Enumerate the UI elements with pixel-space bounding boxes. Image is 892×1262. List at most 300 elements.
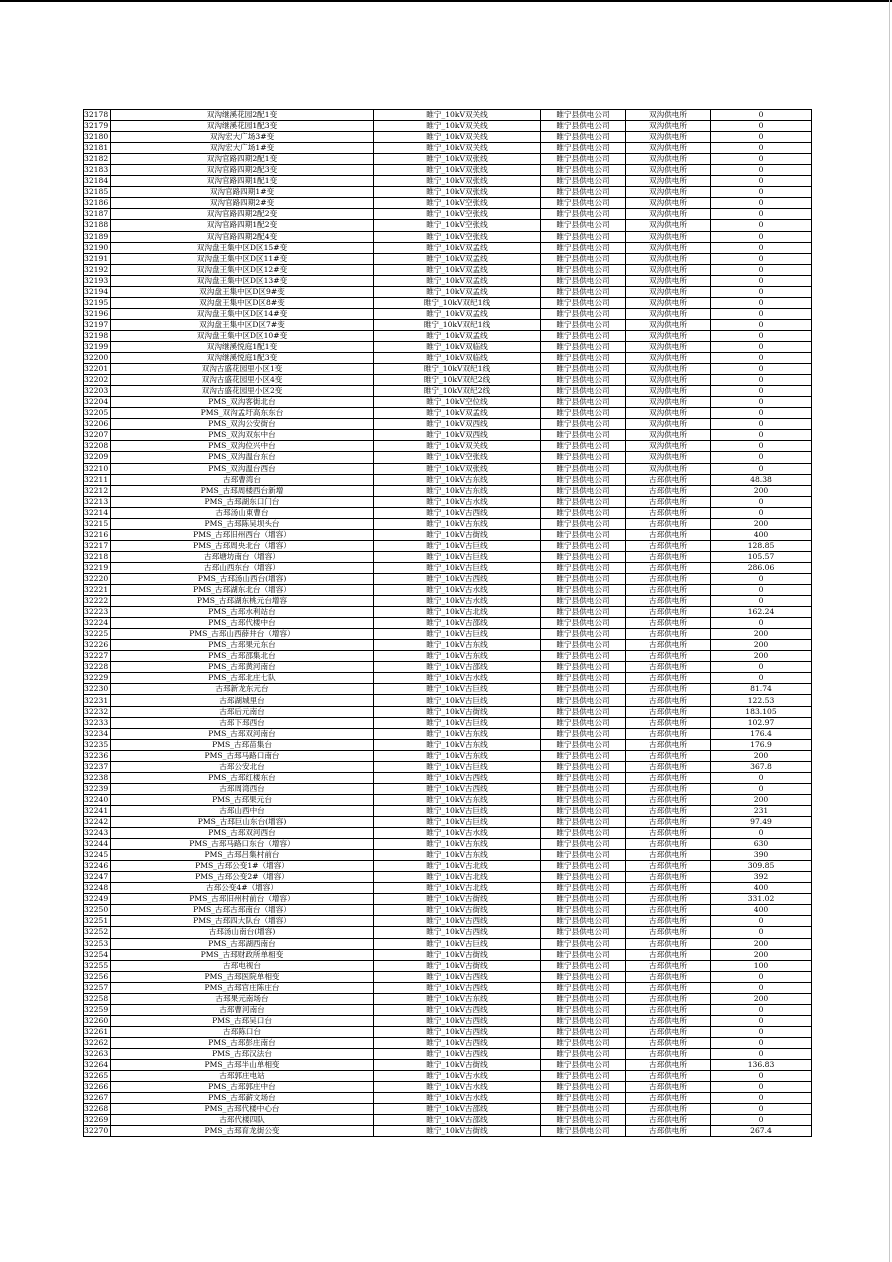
- company-cell: 睢宁县供电公司: [541, 640, 626, 651]
- feeder-line-cell: 睢宁_10kV古水线: [374, 585, 541, 596]
- station-cell: 双沟供电所: [626, 165, 711, 176]
- row-id-cell: 32209: [84, 452, 111, 463]
- row-id-cell: 32205: [84, 408, 111, 419]
- row-id-cell: 32237: [84, 761, 111, 772]
- row-id-cell: 32248: [84, 883, 111, 894]
- row-id-cell: 32192: [84, 264, 111, 275]
- transformer-name-cell: 双沟盘王集中区D区10#变: [111, 330, 374, 341]
- station-cell: 古邳供电所: [626, 1026, 711, 1037]
- transformer-name-cell: 双沟盘王集中区D区14#变: [111, 308, 374, 319]
- transformer-name-cell: PMS_古邳四大队台（增容）: [111, 916, 374, 927]
- capacity-cell: 0: [711, 982, 812, 993]
- capacity-cell: 0: [711, 165, 812, 176]
- row-id-cell: 32216: [84, 529, 111, 540]
- table-row: [84, 452, 812, 463]
- transformer-name-cell: 古邳山西中台: [111, 805, 374, 816]
- feeder-line-cell: 睢宁_10kV古邵线: [374, 618, 541, 629]
- feeder-line-cell: 睢宁_10kV古西线: [374, 971, 541, 982]
- table-row: [84, 110, 812, 121]
- row-id-cell: 32178: [84, 110, 111, 121]
- station-cell: 古邳供电所: [626, 507, 711, 518]
- transformer-name-cell: 古邳湖城里台: [111, 695, 374, 706]
- company-cell: 睢宁县供电公司: [541, 496, 626, 507]
- table-body: [84, 110, 812, 1137]
- company-cell: 睢宁县供电公司: [541, 430, 626, 441]
- feeder-line-cell: 睢宁_10kV古水线: [374, 1082, 541, 1093]
- capacity-cell: 0: [711, 1115, 812, 1126]
- station-cell: 双沟供电所: [626, 154, 711, 165]
- capacity-cell: 81.74: [711, 684, 812, 695]
- feeder-line-cell: 睢宁_10kV古西线: [374, 1037, 541, 1048]
- row-id-cell: 32210: [84, 463, 111, 474]
- transformer-name-cell: PMS_古邳汉法台: [111, 1048, 374, 1059]
- row-id-cell: 32180: [84, 132, 111, 143]
- row-id-cell: 32262: [84, 1037, 111, 1048]
- row-id-cell: 32261: [84, 1026, 111, 1037]
- capacity-cell: 0: [711, 231, 812, 242]
- station-cell: 古邳供电所: [626, 706, 711, 717]
- table-row: [84, 209, 812, 220]
- company-cell: 睢宁县供电公司: [541, 673, 626, 684]
- row-id-cell: 32233: [84, 717, 111, 728]
- feeder-line-cell: 睢宁_10kV古东线: [374, 474, 541, 485]
- company-cell: 睢宁县供电公司: [541, 297, 626, 308]
- table-row: [84, 341, 812, 352]
- station-cell: 古邳供电所: [626, 916, 711, 927]
- company-cell: 睢宁县供电公司: [541, 341, 626, 352]
- company-cell: 睢宁县供电公司: [541, 684, 626, 695]
- table-row: [84, 673, 812, 684]
- capacity-cell: 400: [711, 529, 812, 540]
- station-cell: 古邳供电所: [626, 982, 711, 993]
- table-row: [84, 960, 812, 971]
- company-cell: 睢宁县供电公司: [541, 364, 626, 375]
- capacity-cell: 0: [711, 783, 812, 794]
- transformer-name-cell: PMS_双沟双东中台: [111, 430, 374, 441]
- transformer-name-cell: PMS_古邳彭庄南台: [111, 1037, 374, 1048]
- row-id-cell: 32194: [84, 286, 111, 297]
- station-cell: 古邳供电所: [626, 1115, 711, 1126]
- station-cell: 双沟供电所: [626, 187, 711, 198]
- feeder-line-cell: 睢宁_10kV双张线: [374, 187, 541, 198]
- capacity-cell: 200: [711, 938, 812, 949]
- station-cell: 古邳供电所: [626, 562, 711, 573]
- feeder-line-cell: 睢宁_10kV古东线: [374, 839, 541, 850]
- company-cell: 睢宁县供电公司: [541, 607, 626, 618]
- table-row: [84, 706, 812, 717]
- transformer-name-cell: PMS_古邳红楼东台: [111, 772, 374, 783]
- row-id-cell: 32266: [84, 1082, 111, 1093]
- transformer-name-cell: PMS_古邳汤山西台(增容): [111, 573, 374, 584]
- top-border-line: [0, 0, 892, 2]
- station-cell: 古邳供电所: [626, 474, 711, 485]
- transformer-name-cell: PMS_双沟孟圩高东东台: [111, 408, 374, 419]
- company-cell: 睢宁县供电公司: [541, 264, 626, 275]
- transformer-name-cell: 古邳陈口台: [111, 1026, 374, 1037]
- feeder-line-cell: 睢宁_10kV古街线: [374, 706, 541, 717]
- row-id-cell: 32197: [84, 319, 111, 330]
- transformer-name-cell: PMS_古邳薪文场台: [111, 1093, 374, 1104]
- station-cell: 古邳供电所: [626, 938, 711, 949]
- station-cell: 双沟供电所: [626, 110, 711, 121]
- station-cell: 双沟供电所: [626, 375, 711, 386]
- feeder-line-cell: 睢宁_10kV双西线: [374, 430, 541, 441]
- feeder-line-cell: 睢宁_10kV古巨线: [374, 540, 541, 551]
- table-row: [84, 927, 812, 938]
- station-cell: 古邳供电所: [626, 717, 711, 728]
- transformer-name-cell: PMS_古邳周央北台（增容）: [111, 540, 374, 551]
- capacity-cell: 0: [711, 618, 812, 629]
- transformer-name-cell: PMS_古邳旧州西台（增容）: [111, 529, 374, 540]
- row-id-cell: 32227: [84, 651, 111, 662]
- table-row: [84, 231, 812, 242]
- company-cell: 睢宁县供电公司: [541, 750, 626, 761]
- capacity-cell: 200: [711, 750, 812, 761]
- row-id-cell: 32252: [84, 927, 111, 938]
- transformer-name-cell: PMS_古邳水利站台: [111, 607, 374, 618]
- company-cell: 睢宁县供电公司: [541, 772, 626, 783]
- capacity-cell: 0: [711, 176, 812, 187]
- transformer-name-cell: PMS_双沟温台西台: [111, 463, 374, 474]
- capacity-cell: 200: [711, 485, 812, 496]
- row-id-cell: 32254: [84, 949, 111, 960]
- transformer-name-cell: 双沟盘王集中区D区15#变: [111, 242, 374, 253]
- company-cell: 睢宁县供电公司: [541, 949, 626, 960]
- capacity-cell: 0: [711, 375, 812, 386]
- transformer-name-cell: 古邳果元南场台: [111, 993, 374, 1004]
- station-cell: 双沟供电所: [626, 231, 711, 242]
- row-id-cell: 32260: [84, 1015, 111, 1026]
- company-cell: 睢宁县供电公司: [541, 1015, 626, 1026]
- transformer-name-cell: 双沟官路四期2配4变: [111, 231, 374, 242]
- capacity-cell: 200: [711, 518, 812, 529]
- feeder-line-cell: 睢宁_10kV古东线: [374, 739, 541, 750]
- row-id-cell: 32268: [84, 1104, 111, 1115]
- capacity-cell: 0: [711, 596, 812, 607]
- transformer-name-cell: 双沟继溪花园2配1变: [111, 110, 374, 121]
- transformer-name-cell: 古邳代楼四队: [111, 1115, 374, 1126]
- row-id-cell: 32257: [84, 982, 111, 993]
- table-row: [84, 1037, 812, 1048]
- capacity-cell: 0: [711, 1004, 812, 1015]
- capacity-cell: 0: [711, 286, 812, 297]
- company-cell: 睢宁县供电公司: [541, 761, 626, 772]
- feeder-line-cell: 睢宁_10kV空张线: [374, 231, 541, 242]
- station-cell: 双沟供电所: [626, 297, 711, 308]
- company-cell: 睢宁县供电公司: [541, 1048, 626, 1059]
- table-row: [84, 1026, 812, 1037]
- feeder-line-cell: 睢宁_10kV空张线: [374, 209, 541, 220]
- table-row: [84, 993, 812, 1004]
- company-cell: 睢宁县供电公司: [541, 794, 626, 805]
- company-cell: 睢宁县供电公司: [541, 1093, 626, 1104]
- feeder-line-cell: 睢宁_10kV双孟线: [374, 253, 541, 264]
- table-row: [84, 507, 812, 518]
- capacity-cell: 0: [711, 154, 812, 165]
- table-row: [84, 695, 812, 706]
- company-cell: 睢宁县供电公司: [541, 176, 626, 187]
- company-cell: 睢宁县供电公司: [541, 132, 626, 143]
- capacity-cell: 0: [711, 772, 812, 783]
- station-cell: 古邳供电所: [626, 761, 711, 772]
- feeder-line-cell: 睢宁_10kV古邵线: [374, 1104, 541, 1115]
- capacity-cell: 0: [711, 353, 812, 364]
- transformer-name-cell: 双沟宏大广场1#变: [111, 143, 374, 154]
- station-cell: 双沟供电所: [626, 275, 711, 286]
- feeder-line-cell: 睢宁_10kV双张线: [374, 176, 541, 187]
- company-cell: 睢宁县供电公司: [541, 220, 626, 231]
- station-cell: 古邳供电所: [626, 573, 711, 584]
- feeder-line-cell: 睢宁_10kV双张线: [374, 165, 541, 176]
- capacity-cell: 0: [711, 198, 812, 209]
- feeder-line-cell: 睢宁_10kV古街线: [374, 960, 541, 971]
- feeder-line-cell: 睢宁_10kV古巨线: [374, 562, 541, 573]
- feeder-line-cell: 睢宁_10kV古东线: [374, 750, 541, 761]
- row-id-cell: 32222: [84, 596, 111, 607]
- feeder-line-cell: 睢宁_10kV空位线: [374, 397, 541, 408]
- transformer-name-cell: PMS_古邳周楼西台新增: [111, 485, 374, 496]
- transformer-name-cell: 双沟官路四期1配1变: [111, 176, 374, 187]
- company-cell: 睢宁县供电公司: [541, 397, 626, 408]
- station-cell: 双沟供电所: [626, 286, 711, 297]
- table-row: [84, 872, 812, 883]
- station-cell: 古邳供电所: [626, 618, 711, 629]
- feeder-line-cell: 睢宁_10kV双孟线: [374, 408, 541, 419]
- row-id-cell: 32202: [84, 375, 111, 386]
- transformer-name-cell: PMS_古邳公变1#（增容）: [111, 861, 374, 872]
- station-cell: 双沟供电所: [626, 132, 711, 143]
- company-cell: 睢宁县供电公司: [541, 441, 626, 452]
- capacity-cell: 0: [711, 341, 812, 352]
- feeder-line-cell: 睢宁_10kV古西线: [374, 1048, 541, 1059]
- row-id-cell: 32243: [84, 828, 111, 839]
- feeder-line-cell: 睢宁_10kV古巨线: [374, 817, 541, 828]
- station-cell: 古邳供电所: [626, 596, 711, 607]
- transformer-name-cell: 双沟继溪悦庭1配3变: [111, 353, 374, 364]
- capacity-cell: 0: [711, 1026, 812, 1037]
- capacity-cell: 0: [711, 1093, 812, 1104]
- capacity-cell: 0: [711, 496, 812, 507]
- company-cell: 睢宁县供电公司: [541, 198, 626, 209]
- row-id-cell: 32258: [84, 993, 111, 1004]
- company-cell: 睢宁县供电公司: [541, 828, 626, 839]
- feeder-line-cell: 睢宁_10kV双孟线: [374, 242, 541, 253]
- capacity-cell: 0: [711, 452, 812, 463]
- row-id-cell: 32181: [84, 143, 111, 154]
- station-cell: 古邳供电所: [626, 927, 711, 938]
- table-row: [84, 596, 812, 607]
- station-cell: 双沟供电所: [626, 397, 711, 408]
- row-id-cell: 32265: [84, 1071, 111, 1082]
- table-row: [84, 286, 812, 297]
- company-cell: 睢宁县供电公司: [541, 419, 626, 430]
- transformer-name-cell: 古邳山西东台（增容）: [111, 562, 374, 573]
- company-cell: 睢宁县供电公司: [541, 308, 626, 319]
- station-cell: 双沟供电所: [626, 308, 711, 319]
- transformer-name-cell: PMS_古邳双河南台: [111, 728, 374, 739]
- station-cell: 古邳供电所: [626, 629, 711, 640]
- station-cell: 古邳供电所: [626, 1082, 711, 1093]
- transformer-name-cell: PMS_古邳官庄陈庄台: [111, 982, 374, 993]
- table-row: [84, 154, 812, 165]
- feeder-line-cell: 睢宁_10kV双纪1线: [374, 364, 541, 375]
- capacity-cell: 0: [711, 264, 812, 275]
- company-cell: 睢宁县供电公司: [541, 728, 626, 739]
- table-row: [84, 629, 812, 640]
- transformer-name-cell: PMS_古邳马路口南台: [111, 750, 374, 761]
- row-id-cell: 32204: [84, 397, 111, 408]
- table-row: [84, 319, 812, 330]
- transformer-name-cell: 古邳电视台: [111, 960, 374, 971]
- table-row: [84, 728, 812, 739]
- feeder-line-cell: 睢宁_10kV古邵线: [374, 1115, 541, 1126]
- station-cell: 双沟供电所: [626, 452, 711, 463]
- company-cell: 睢宁县供电公司: [541, 883, 626, 894]
- feeder-line-cell: 睢宁_10kV古水线: [374, 496, 541, 507]
- table-row: [84, 739, 812, 750]
- feeder-line-cell: 睢宁_10kV古巨线: [374, 684, 541, 695]
- table-row: [84, 143, 812, 154]
- station-cell: 双沟供电所: [626, 176, 711, 187]
- company-cell: 睢宁县供电公司: [541, 960, 626, 971]
- station-cell: 古邳供电所: [626, 1037, 711, 1048]
- table-row: [84, 1082, 812, 1093]
- transformer-name-cell: PMS_古邳山西薛井台（增容）: [111, 629, 374, 640]
- row-id-cell: 32203: [84, 386, 111, 397]
- table-row: [84, 607, 812, 618]
- table-row: [84, 573, 812, 584]
- transformer-name-cell: 双沟盘王集中区D区12#变: [111, 264, 374, 275]
- transformer-name-cell: PMS_古邳果元东台: [111, 640, 374, 651]
- row-id-cell: 32213: [84, 496, 111, 507]
- station-cell: 古邳供电所: [626, 828, 711, 839]
- transformer-name-cell: 双沟盘王集中区D区9#变: [111, 286, 374, 297]
- capacity-cell: 0: [711, 242, 812, 253]
- company-cell: 睢宁县供电公司: [541, 143, 626, 154]
- station-cell: 双沟供电所: [626, 143, 711, 154]
- table-row: [84, 828, 812, 839]
- feeder-line-cell: 睢宁_10kV双关线: [374, 110, 541, 121]
- station-cell: 古邳供电所: [626, 817, 711, 828]
- table-row: [84, 651, 812, 662]
- capacity-cell: 0: [711, 927, 812, 938]
- feeder-line-cell: 睢宁_10kV双张线: [374, 154, 541, 165]
- table-row: [84, 176, 812, 187]
- feeder-line-cell: 睢宁_10kV古街线: [374, 1126, 541, 1137]
- transformer-name-cell: 双沟官路四期1配2变: [111, 220, 374, 231]
- capacity-cell: 0: [711, 121, 812, 132]
- feeder-line-cell: 睢宁_10kV古东线: [374, 993, 541, 1004]
- row-id-cell: 32242: [84, 817, 111, 828]
- company-cell: 睢宁县供电公司: [541, 507, 626, 518]
- row-id-cell: 32255: [84, 960, 111, 971]
- feeder-line-cell: 睢宁_10kV古西线: [374, 1004, 541, 1015]
- table-row: [84, 430, 812, 441]
- table-row: [84, 264, 812, 275]
- company-cell: 睢宁县供电公司: [541, 121, 626, 132]
- table-row: [84, 386, 812, 397]
- company-cell: 睢宁县供电公司: [541, 850, 626, 861]
- station-cell: 双沟供电所: [626, 319, 711, 330]
- feeder-line-cell: 睢宁_10kV古巨线: [374, 805, 541, 816]
- row-id-cell: 32218: [84, 551, 111, 562]
- table-row: [84, 529, 812, 540]
- station-cell: 古邳供电所: [626, 640, 711, 651]
- feeder-line-cell: 睢宁_10kV双关线: [374, 441, 541, 452]
- table-row: [84, 198, 812, 209]
- station-cell: 古邳供电所: [626, 1071, 711, 1082]
- capacity-cell: 0: [711, 187, 812, 198]
- table-row: [84, 253, 812, 264]
- table-row: [84, 1104, 812, 1115]
- transformer-name-cell: 古邳新龙东元台: [111, 684, 374, 695]
- capacity-cell: 0: [711, 662, 812, 673]
- feeder-line-cell: 睢宁_10kV古街线: [374, 1060, 541, 1071]
- transformer-name-cell: 双沟盘王集中区D区8#变: [111, 297, 374, 308]
- company-cell: 睢宁县供电公司: [541, 154, 626, 165]
- table-row: [84, 518, 812, 529]
- row-id-cell: 32217: [84, 540, 111, 551]
- company-cell: 睢宁县供电公司: [541, 1004, 626, 1015]
- station-cell: 古邳供电所: [626, 551, 711, 562]
- feeder-line-cell: 睢宁_10kV古水线: [374, 1071, 541, 1082]
- table-row: [84, 1115, 812, 1126]
- table-row: [84, 938, 812, 949]
- row-id-cell: 32235: [84, 739, 111, 750]
- transformer-name-cell: PMS_古邳古邳南台（增容）: [111, 905, 374, 916]
- company-cell: 睢宁县供电公司: [541, 706, 626, 717]
- company-cell: 睢宁县供电公司: [541, 319, 626, 330]
- capacity-cell: 392: [711, 872, 812, 883]
- capacity-cell: 200: [711, 640, 812, 651]
- table-row: [84, 408, 812, 419]
- capacity-cell: 200: [711, 651, 812, 662]
- company-cell: 睢宁县供电公司: [541, 452, 626, 463]
- station-cell: 古邳供电所: [626, 1048, 711, 1059]
- row-id-cell: 32198: [84, 330, 111, 341]
- capacity-cell: 162.24: [711, 607, 812, 618]
- table-row: [84, 861, 812, 872]
- feeder-line-cell: 睢宁_10kV古西线: [374, 507, 541, 518]
- capacity-cell: 0: [711, 297, 812, 308]
- row-id-cell: 32245: [84, 850, 111, 861]
- row-id-cell: 32199: [84, 341, 111, 352]
- feeder-line-cell: 睢宁_10kV古巨线: [374, 551, 541, 562]
- table-row: [84, 794, 812, 805]
- row-id-cell: 32270: [84, 1126, 111, 1137]
- table-row: [84, 717, 812, 728]
- transformer-name-cell: PMS_古邳代楼中心台: [111, 1104, 374, 1115]
- station-cell: 古邳供电所: [626, 540, 711, 551]
- capacity-cell: 231: [711, 805, 812, 816]
- row-id-cell: 32206: [84, 419, 111, 430]
- table-row: [84, 971, 812, 982]
- station-cell: 双沟供电所: [626, 364, 711, 375]
- table-row: [84, 761, 812, 772]
- row-id-cell: 32212: [84, 485, 111, 496]
- company-cell: 睢宁县供电公司: [541, 817, 626, 828]
- table-row: [84, 772, 812, 783]
- table-row: [84, 165, 812, 176]
- transformer-name-cell: 双沟古盛花园里小区1变: [111, 364, 374, 375]
- table-row: [84, 585, 812, 596]
- table-row: [84, 441, 812, 452]
- station-cell: 古邳供电所: [626, 518, 711, 529]
- row-id-cell: 32215: [84, 518, 111, 529]
- transformer-name-cell: PMS_双沟位兴中台: [111, 441, 374, 452]
- table-row: [84, 640, 812, 651]
- station-cell: 古邳供电所: [626, 861, 711, 872]
